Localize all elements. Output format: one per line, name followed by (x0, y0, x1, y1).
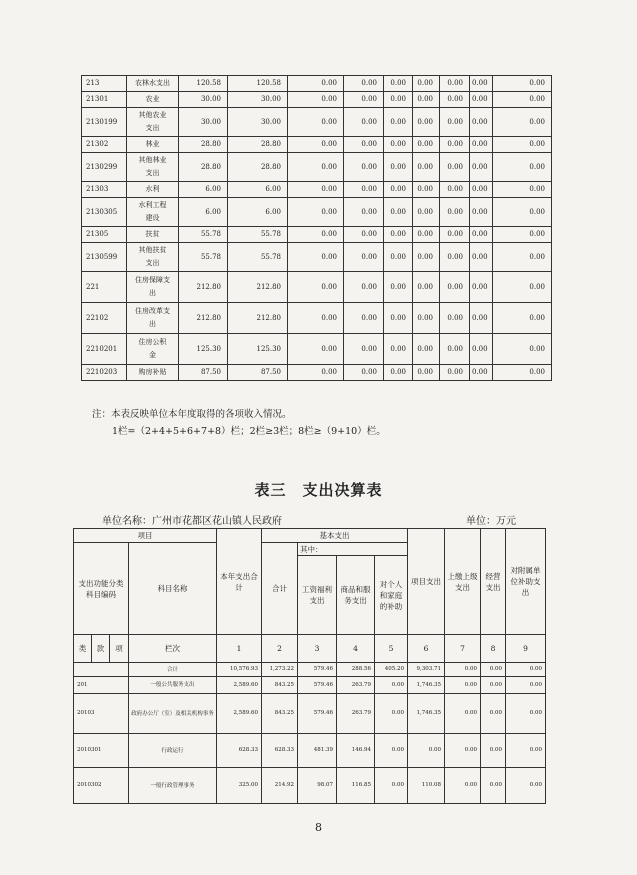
row-value: 579.46 (298, 677, 337, 694)
row-value: 1,746.35 (408, 677, 445, 694)
row-value: 0.00 (440, 227, 470, 243)
row-value: 0.00 (493, 334, 552, 365)
row-value: 0.00 (440, 334, 470, 365)
row-value: 579.46 (298, 694, 337, 734)
row-name: 一般行政管理事务 (129, 768, 217, 804)
row-value: 0.00 (344, 272, 384, 303)
row-value: 628.33 (262, 734, 298, 768)
row-name (127, 137, 179, 153)
row-value: 0.00 (413, 334, 440, 365)
header-project-expense: 项目支出 (408, 529, 445, 635)
row-name-line: 出 (149, 289, 156, 297)
row-name (127, 334, 179, 365)
row-name-line: 其他农业 (138, 111, 167, 119)
row-code: 21302 (82, 137, 127, 153)
row-value: 263.79 (337, 694, 375, 734)
row-value: 87.50 (228, 365, 288, 381)
row-value: 0.00 (288, 272, 344, 303)
row-value: 28.80 (228, 153, 288, 182)
row-value: 0.00 (344, 365, 384, 381)
row-value: 0.00 (440, 272, 470, 303)
table-title: 表三 支出决算表 (254, 481, 383, 499)
row-value: 0.00 (493, 198, 552, 227)
row-name (127, 153, 179, 182)
row-value: 2,589.60 (217, 694, 262, 734)
table-row (82, 182, 552, 198)
row-value: 0.00 (413, 303, 440, 334)
row-value: 0.00 (413, 198, 440, 227)
row-value: 0.00 (384, 272, 413, 303)
page-number: 8 (315, 821, 322, 834)
row-value: 481.39 (298, 734, 337, 768)
row-value: 98.07 (298, 768, 337, 804)
row-name-line: 金 (149, 351, 156, 359)
row-value: 125.30 (179, 334, 228, 365)
row-value: 0.00 (493, 76, 552, 92)
row-value: 0.00 (413, 243, 440, 272)
row-value: 0.00 (506, 677, 546, 694)
row-value: 0.00 (440, 92, 470, 108)
column-number: 8 (481, 635, 506, 663)
row-value: 6.00 (228, 198, 288, 227)
row-value: 0.00 (413, 272, 440, 303)
row-value: 0.00 (506, 734, 546, 768)
row-code: 2130199 (82, 108, 127, 137)
row-value: 30.00 (228, 108, 288, 137)
row-value: 30.00 (228, 92, 288, 108)
row-value: 0.00 (344, 92, 384, 108)
header-wage: 工资福利支出 (298, 556, 337, 635)
row-value: 6.00 (179, 182, 228, 198)
row-code: 2210201 (82, 334, 127, 365)
row-value: 0.00 (413, 76, 440, 92)
income-table-continued (81, 75, 552, 381)
row-name (127, 272, 179, 303)
total-value: 0.00 (506, 663, 546, 677)
header-total: 本年支出合计 (217, 529, 262, 635)
row-code: 21305 (82, 227, 127, 243)
row-value: 0.00 (384, 182, 413, 198)
row-value: 55.78 (228, 243, 288, 272)
row-value: 0.00 (384, 227, 413, 243)
total-value: 0.00 (445, 663, 481, 677)
total-value: 10,576.93 (217, 663, 262, 677)
row-value: 110.08 (408, 768, 445, 804)
row-value: 55.78 (228, 227, 288, 243)
row-value: 0.00 (375, 677, 408, 694)
row-value: 0.00 (493, 137, 552, 153)
row-name-line: 农业 (145, 95, 160, 103)
header-kuan: 款 (92, 635, 110, 663)
row-value: 0.00 (288, 92, 344, 108)
row-name-line: 支出 (145, 124, 160, 132)
row-value: 0.00 (375, 694, 408, 734)
row-value: 0.00 (445, 694, 481, 734)
row-value: 0.00 (288, 227, 344, 243)
header-col-no: 栏次 (129, 635, 217, 663)
row-value: 0.00 (493, 365, 552, 381)
row-value: 0.00 (344, 243, 384, 272)
row-value: 30.00 (179, 92, 228, 108)
column-number: 9 (506, 635, 546, 663)
row-value: 0.00 (440, 198, 470, 227)
row-value: 0.00 (413, 227, 440, 243)
row-value: 0.00 (445, 677, 481, 694)
row-name-line: 农林水支出 (135, 79, 170, 87)
row-name: 政府办公厅（室）及相关机构事务 (129, 694, 217, 734)
row-value: 0.00 (288, 108, 344, 137)
row-value: 843.25 (262, 677, 298, 694)
row-name (127, 243, 179, 272)
blank-cell (74, 663, 129, 677)
table-row (74, 734, 546, 768)
header-personal: 对个人和家庭的补助 (375, 556, 408, 635)
row-value: 0.00 (288, 137, 344, 153)
table-row (82, 198, 552, 227)
row-value: 0.00 (445, 768, 481, 804)
row-name-line: 支出 (145, 259, 160, 267)
row-value: 0.00 (493, 108, 552, 137)
row-code: 2010302 (74, 768, 129, 804)
row-value: 0.00 (384, 76, 413, 92)
row-value: 0.00 (384, 365, 413, 381)
table-row (74, 768, 546, 804)
row-value: 0.00 (481, 734, 506, 768)
row-value: 0.00 (506, 768, 546, 804)
row-value: 0.00 (288, 303, 344, 334)
row-value: 0.00 (470, 92, 493, 108)
row-value: 263.79 (337, 677, 375, 694)
table-row (82, 137, 552, 153)
row-code: 20103 (74, 694, 129, 734)
row-value: 0.00 (470, 198, 493, 227)
row-value: 0.00 (493, 303, 552, 334)
row-name: 行政运行 (129, 734, 217, 768)
row-value: 0.00 (470, 108, 493, 137)
row-value: 28.80 (179, 137, 228, 153)
table-row (82, 243, 552, 272)
row-value: 0.00 (445, 734, 481, 768)
column-number: 6 (408, 635, 445, 663)
row-value: 212.80 (228, 303, 288, 334)
total-value: 1,273.22 (262, 663, 298, 677)
row-value: 0.00 (384, 137, 413, 153)
row-value: 28.80 (179, 153, 228, 182)
table-row (82, 272, 552, 303)
column-number: 1 (217, 635, 262, 663)
row-name (127, 76, 179, 92)
row-value: 0.00 (384, 198, 413, 227)
header-basic: 基本支出 (262, 529, 408, 543)
table-row (82, 365, 552, 381)
row-name-line: 水利工程 (138, 201, 167, 209)
row-value: 120.58 (179, 76, 228, 92)
row-name (127, 198, 179, 227)
row-value: 325.00 (217, 768, 262, 804)
total-row (74, 663, 546, 677)
row-name-line: 住房公积 (138, 338, 167, 346)
total-value: 0.00 (481, 663, 506, 677)
row-code: 21301 (82, 92, 127, 108)
row-value: 0.00 (481, 677, 506, 694)
row-value: 0.00 (288, 153, 344, 182)
header-subsidy: 对附属单位补助支出 (506, 529, 546, 635)
row-name-line: 扶贫 (145, 230, 160, 238)
row-name-line: 其他林业 (138, 156, 167, 164)
row-value: 1,746.35 (408, 694, 445, 734)
row-value: 212.80 (179, 303, 228, 334)
row-name (127, 365, 179, 381)
header-business: 经营支出 (481, 529, 506, 635)
row-value: 146.94 (337, 734, 375, 768)
header-project: 项目 (74, 529, 217, 543)
row-value: 55.78 (179, 243, 228, 272)
row-name (127, 92, 179, 108)
row-value: 87.50 (179, 365, 228, 381)
row-value: 0.00 (288, 243, 344, 272)
row-value: 0.00 (288, 76, 344, 92)
header-upper: 上缴上级支出 (445, 529, 481, 635)
row-value: 0.00 (470, 243, 493, 272)
row-value: 0.00 (413, 92, 440, 108)
row-value: 0.00 (344, 227, 384, 243)
row-value: 0.00 (413, 365, 440, 381)
row-value: 0.00 (344, 303, 384, 334)
row-value: 0.00 (344, 153, 384, 182)
row-value: 116.85 (337, 768, 375, 804)
row-value: 30.00 (179, 108, 228, 137)
column-number: 4 (337, 635, 375, 663)
row-value: 0.00 (413, 182, 440, 198)
row-value: 0.00 (493, 227, 552, 243)
row-value: 0.00 (384, 303, 413, 334)
row-name-line: 购房补贴 (138, 368, 167, 376)
note-line-1: 注：本表反映单位本年度取得的各项收入情况。 (92, 409, 292, 420)
row-value: 0.00 (470, 76, 493, 92)
column-number: 3 (298, 635, 337, 663)
row-code: 2130599 (82, 243, 127, 272)
header-code: 支出功能分类科目编码 (74, 543, 129, 635)
row-value: 0.00 (440, 303, 470, 334)
row-name-line: 水利 (145, 185, 160, 193)
row-value: 0.00 (470, 182, 493, 198)
row-value: 0.00 (440, 108, 470, 137)
row-name-line: 支出 (145, 169, 160, 177)
total-value: 405.20 (375, 663, 408, 677)
row-name (127, 303, 179, 334)
unit-name: 单位名称：广州市花都区花山镇人民政府 (102, 516, 282, 527)
row-value: 0.00 (375, 734, 408, 768)
row-name (127, 227, 179, 243)
table-row (82, 334, 552, 365)
row-value: 0.00 (344, 76, 384, 92)
row-value: 0.00 (440, 137, 470, 153)
row-value: 120.58 (228, 76, 288, 92)
row-name-line: 住房保障支 (135, 276, 170, 284)
row-name (127, 182, 179, 198)
row-value: 0.00 (288, 182, 344, 198)
row-value: 0.00 (344, 182, 384, 198)
row-value: 125.30 (228, 334, 288, 365)
unit-label: 单位：万元 (466, 516, 516, 527)
row-value: 0.00 (493, 153, 552, 182)
row-value: 0.00 (384, 243, 413, 272)
row-value: 0.00 (413, 137, 440, 153)
row-value: 0.00 (413, 108, 440, 137)
row-value: 0.00 (344, 334, 384, 365)
table-row (74, 677, 546, 694)
row-value: 212.80 (228, 272, 288, 303)
row-value: 0.00 (384, 108, 413, 137)
row-value: 0.00 (288, 198, 344, 227)
row-value: 0.00 (440, 365, 470, 381)
total-value: 9,303.71 (408, 663, 445, 677)
row-value: 6.00 (179, 198, 228, 227)
column-number: 2 (262, 635, 298, 663)
row-value: 212.80 (179, 272, 228, 303)
row-value: 843.25 (262, 694, 298, 734)
row-value: 0.00 (440, 76, 470, 92)
column-number: 7 (445, 635, 481, 663)
row-value: 0.00 (384, 92, 413, 108)
expenditure-table (73, 528, 546, 804)
total-value: 288.56 (337, 663, 375, 677)
row-value: 0.00 (481, 768, 506, 804)
row-code: 2130305 (82, 198, 127, 227)
header-among: 其中： (298, 543, 408, 556)
note-line-2: 1栏=（2+4+5+6+7+8）栏；2栏≥3栏；8栏≥（9+10）栏。 (112, 426, 386, 437)
row-value: 0.00 (470, 365, 493, 381)
column-number: 5 (375, 635, 408, 663)
row-value: 0.00 (344, 108, 384, 137)
row-value: 0.00 (470, 137, 493, 153)
table-row (82, 227, 552, 243)
row-code: 2010301 (74, 734, 129, 768)
row-name-line: 出 (149, 320, 156, 328)
row-value: 0.00 (440, 182, 470, 198)
table-row (82, 108, 552, 137)
row-value: 0.00 (408, 734, 445, 768)
header-xiang: 项 (110, 635, 129, 663)
row-name (127, 108, 179, 137)
table-row (82, 92, 552, 108)
row-value: 28.80 (228, 137, 288, 153)
row-value: 0.00 (493, 243, 552, 272)
row-value: 6.00 (228, 182, 288, 198)
row-value: 0.00 (493, 92, 552, 108)
row-value: 0.00 (506, 694, 546, 734)
row-value: 2,589.60 (217, 677, 262, 694)
row-value: 0.00 (481, 694, 506, 734)
table-row (82, 76, 552, 92)
row-value: 0.00 (470, 334, 493, 365)
row-value: 0.00 (344, 137, 384, 153)
row-value: 0.00 (440, 153, 470, 182)
row-value: 0.00 (470, 303, 493, 334)
table-row (82, 153, 552, 182)
row-value: 55.78 (179, 227, 228, 243)
table-row (74, 694, 546, 734)
row-code: 221 (82, 272, 127, 303)
total-value: 579.46 (298, 663, 337, 677)
header-sum: 合计 (262, 543, 298, 635)
row-value: 0.00 (375, 768, 408, 804)
header-lei: 类 (74, 635, 92, 663)
row-name-line: 住房改革支 (135, 307, 170, 315)
row-value: 0.00 (288, 365, 344, 381)
row-value: 0.00 (413, 153, 440, 182)
row-code: 2210203 (82, 365, 127, 381)
row-value: 0.00 (344, 198, 384, 227)
row-name: 一般公共服务支出 (129, 677, 217, 694)
row-value: 0.00 (493, 182, 552, 198)
row-value: 0.00 (440, 243, 470, 272)
row-value: 0.00 (288, 334, 344, 365)
row-code: 201 (74, 677, 129, 694)
row-value: 0.00 (493, 272, 552, 303)
row-value: 0.00 (384, 334, 413, 365)
row-value: 0.00 (470, 227, 493, 243)
row-name-line: 林业 (145, 140, 160, 148)
header-goods: 商品和服务支出 (337, 556, 375, 635)
row-name-line: 建设 (145, 214, 160, 222)
table-row (82, 303, 552, 334)
row-code: 22102 (82, 303, 127, 334)
row-name-line: 其他扶贫 (138, 246, 167, 254)
row-code: 2130299 (82, 153, 127, 182)
row-value: 0.00 (384, 153, 413, 182)
row-value: 214.92 (262, 768, 298, 804)
row-value: 628.33 (217, 734, 262, 768)
row-value: 0.00 (470, 272, 493, 303)
header-name: 科目名称 (129, 543, 217, 635)
row-code: 213 (82, 76, 127, 92)
row-value: 0.00 (470, 153, 493, 182)
total-label: 合计 (129, 663, 217, 677)
row-code: 21303 (82, 182, 127, 198)
